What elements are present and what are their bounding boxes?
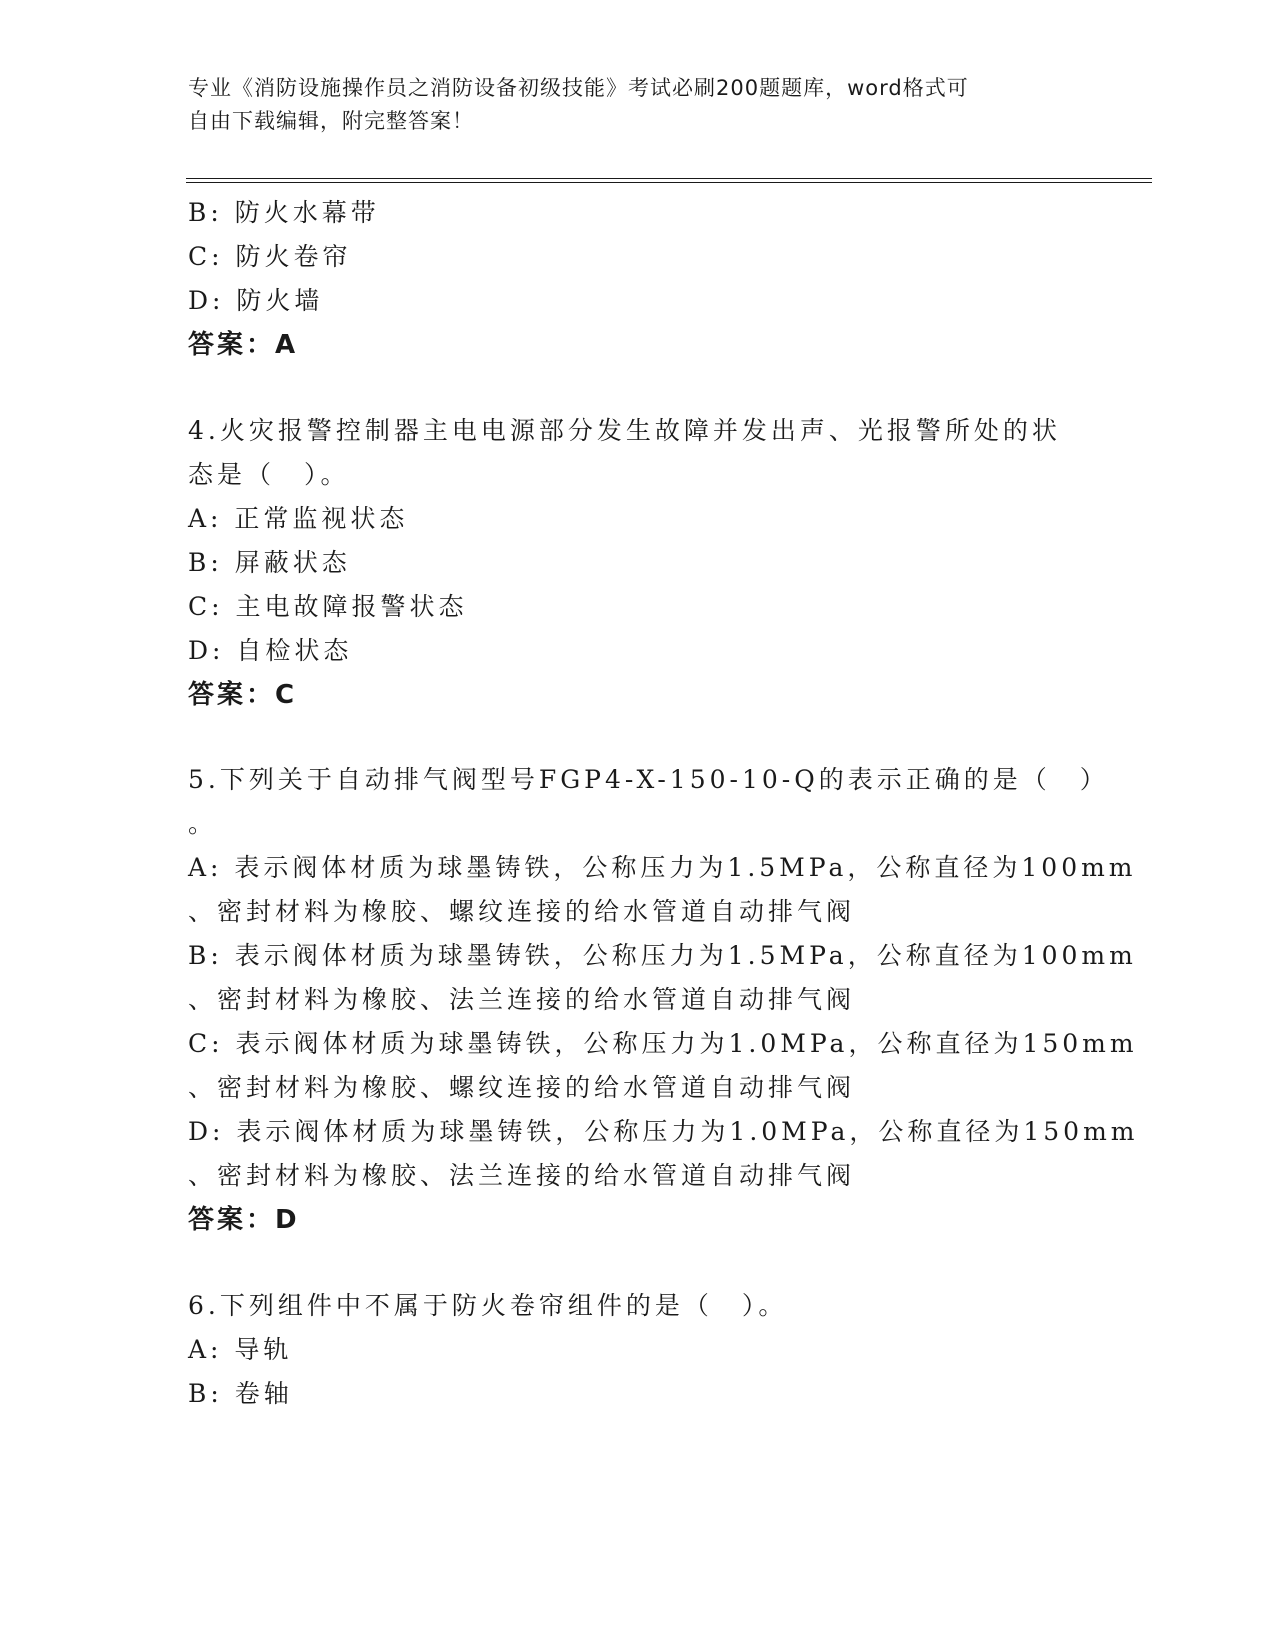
q5-option-d-line-1: D: 表示阀体材质为球墨铸铁，公称压力为1.0MPa，公称直径为150mm [188,1117,1139,1146]
q5-option-b-line-1: B: 表示阀体材质为球墨铸铁，公称压力为1.5MPa，公称直径为100mm [188,941,1137,970]
q5-option-c-line-1: C: 表示阀体材质为球墨铸铁，公称压力为1.0MPa，公称直径为150mm [188,1029,1138,1058]
header-title-line-2: 自由下载编辑，附完整答案！ [188,109,474,133]
q5-option-d-line-2: 、密封材料为橡胶、法兰连接的给水管道自动排气阀 [188,1161,856,1190]
header-title-line-1: 专业《消防设施操作员之消防设备初级技能》考试必刷200题题库，word格式可 [188,76,969,100]
q5-option-a-line-1: A: 表示阀体材质为球墨铸铁，公称压力为1.5MPa，公称直径为100mm [188,853,1137,882]
q5-option-c-line-2: 、密封材料为橡胶、螺纹连接的给水管道自动排气阀 [188,1073,856,1102]
q6-option-a: A: 导轨 [188,1335,293,1364]
q4-option-a: A: 正常监视状态 [188,504,409,533]
q3-option-b: B: 防火水幕带 [188,198,380,227]
header-divider-bottom [186,182,1152,183]
q5-stem-line-1: 5.下列关于自动排气阀型号FGP4-X-150-10-Q的表示正确的是（ ） [188,765,1109,794]
q4-stem-line-1: 4.火灾报警控制器主电电源部分发生故障并发出声、光报警所处的状 [188,416,1061,445]
q5-option-b-line-2: 、密封材料为橡胶、法兰连接的给水管道自动排气阀 [188,985,856,1014]
q4-option-b: B: 屏蔽状态 [188,548,351,577]
q5-stem-line-2: 。 [188,809,218,838]
q5-option-a-line-2: 、密封材料为橡胶、螺纹连接的给水管道自动排气阀 [188,897,856,926]
q6-option-b: B: 卷轴 [188,1379,293,1408]
q4-answer: 答案：C [188,680,298,710]
q6-stem: 6.下列组件中不属于防火卷帘组件的是（ ）。 [188,1291,788,1320]
q3-option-d: D: 防火墙 [188,286,324,315]
q3-answer: 答案：A [188,330,299,360]
q4-stem-line-2: 态是（ ）。 [188,460,350,489]
document-header [188,72,1088,138]
q3-option-c: C: 防火卷帘 [188,242,352,271]
q4-option-d: D: 自检状态 [188,636,353,665]
q5-answer: 答案：D [188,1205,300,1235]
header-divider-top [186,178,1152,179]
q4-option-c: C: 主电故障报警状态 [188,592,468,621]
